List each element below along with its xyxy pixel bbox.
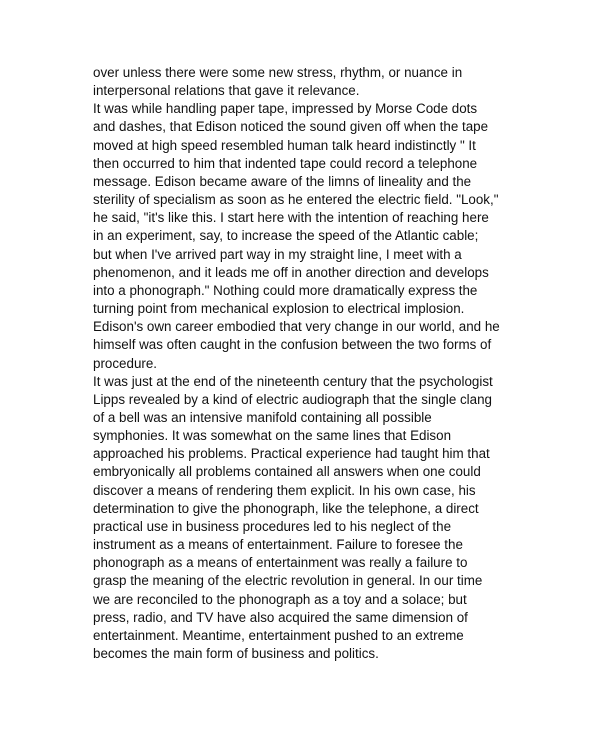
text-line: and dashes, that Edison noticed the sound given off when the tape [93,119,489,135]
text-line: turning point from mechanical explosion to electrical implosion. [93,301,465,317]
text-line: discover a means of rendering them explicit. In his own case, his [93,482,476,498]
text-line: becomes the main form of business and politics. [93,646,379,661]
text-line: we are reconciled to the phonograph as a toy and a solace; but [93,591,467,607]
text-line: in an experiment, say, to increase the speed of the Atlantic cable; [93,228,479,244]
text-line: approached his problems. Practical experience had taught him that [93,446,490,462]
text-line: practical use in business procedures led to his neglect of the [93,518,452,534]
text-line: himself was often caught in the confusion between the two forms of [93,337,492,353]
text-line: embryonically all problems contained all answers when one could [93,464,481,480]
text-line: but when I've arrived part way in my straight line, I meet with a [93,246,462,262]
text-line: press, radio, and TV have also acquired the same dimension of [93,609,468,625]
text-line: of a bell was an intensive manifold containing all possible [93,409,432,425]
text-line: It was while handling paper tape, impressed by Morse Code dots [93,101,478,117]
text-line: moved at high speed resembled human talk heard indistinctly " It [93,137,476,153]
text-line: phenomenon, and it leads me off in another direction and develops [93,264,489,280]
text-line: grasp the meaning of the electric revolution in general. In our time [93,573,483,589]
text-line: procedure. [93,355,158,371]
text-line: into a phonograph." Nothing could more dramatically express the [93,282,478,298]
text-line: instrument as a means of entertainment. Failure to foresee the [93,537,463,553]
body-text [93,64,513,663]
text-line: symphonies. It was somewhat on the same lines that Edison [93,428,452,444]
text-line: interpersonal relations that gave it relevance. [93,83,360,99]
text-line: Edison's own career embodied that very change in our world, and he [93,319,500,335]
text-line: then occurred to him that indented tape could record a telephone [93,155,478,171]
text-line: phonograph as a means of entertainment was really a failure to [93,555,468,571]
text-line: determination to give the phonograph, like the telephone, a direct [93,500,479,516]
text-line: he said, "it's like this. I start here with the intention of reaching here [93,210,489,226]
text-line: message. Edison became aware of the limns of lineality and the [93,173,472,189]
text-line: over unless there were some new stress, rhythm, or nuance in [93,65,463,80]
text-line: It was just at the end of the nineteenth century that the psychologist [93,373,493,389]
text-line: sterility of specialism as soon as he entered the electric field. "Look," [93,192,499,208]
text-line: Lipps revealed by a kind of electric audiograph that the single clang [93,391,492,407]
text-line: entertainment. Meantime, entertainment pushed to an extreme [93,627,464,643]
